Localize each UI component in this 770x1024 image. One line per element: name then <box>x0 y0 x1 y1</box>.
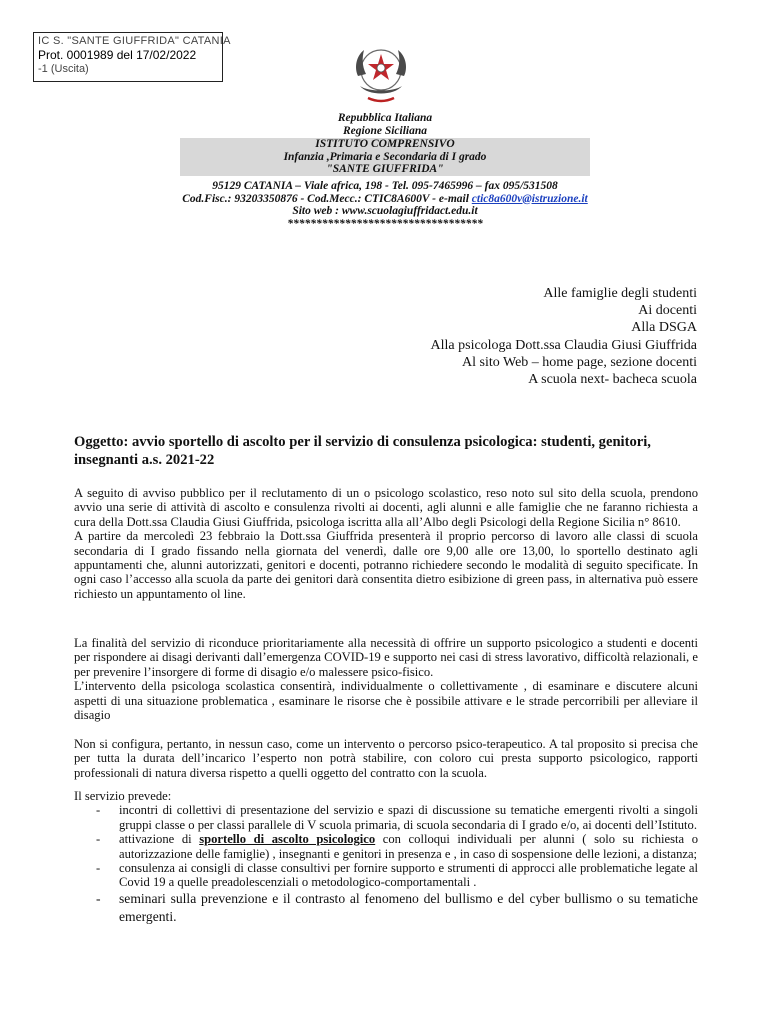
services-intro: Il servizio prevede: <box>74 789 172 803</box>
school-levels: Infanzia ,Primaria e Secondaria di I grado <box>283 150 487 163</box>
list-item <box>74 890 698 926</box>
list-dash: - <box>96 861 101 876</box>
school-codes <box>0 193 770 206</box>
stamp-direction: -1 (Uscita) <box>38 63 89 75</box>
stamp-protocol: Prot. 0001989 del 17/02/2022 <box>38 48 197 62</box>
service-highlight: sportello di ascolto psicologico <box>199 832 376 847</box>
recipient-line: A scuola next- bacheca scuola <box>528 372 697 388</box>
list-item <box>74 832 698 861</box>
service-text: incontri di collettivi di presentazione del servizio e spazi di discussione su tematiche emergenti rivolti a singoli gruppi classe o per classi parallele di V scuola primaria, di scuola secondaria di I grado e/o, ai docenti dell’Istituto. <box>119 803 698 832</box>
recipient-line: Al sito Web – home page, sezione docenti <box>462 354 697 370</box>
region-line: Regione Siciliana <box>342 124 428 137</box>
recipients-block <box>431 285 697 388</box>
letterhead-separator: ********************************** <box>287 217 483 230</box>
recipient-line: Alle famiglie degli studenti <box>543 286 697 301</box>
paragraph: La finalità del servizio di riconduce prioritariamente alla necessità di offrire un supporto psicologico a studenti e docenti per rispondere ai disagi derivanti dall’emergenza COVID-19 e supporto nei casi di stress lavorativo, difficoltà relazionali, e per prevenire l’insorgere di forme di disagio e/o malessere psico-fisico. <box>74 636 698 679</box>
republic-line: Repubblica Italiana <box>337 112 433 124</box>
letterhead-contacts <box>0 180 770 230</box>
protocol-stamp <box>33 32 231 82</box>
disclaimer-section <box>74 737 698 780</box>
paragraph: A seguito di avviso pubblico per il reclutamento di un o psicologo scolastico, reso noto sul sito della scuola, prendono avvio una serie di attività di ascolto e consulenza rivolti ai docenti, agli alunni e alle famiglie che ne faranno richiesta a cura della Dott.ssa Claudia Giusi Giuffrida, psicologa iscritta alla all’Albo degli Psicologi della Regione Sicilia n° 8610. <box>74 486 698 529</box>
school-address: 95129 CATANIA – Viale africa, 198 - Tel. 095-7465996 – fax 095/531508 <box>212 180 558 192</box>
list-dash: - <box>96 890 101 906</box>
paragraph: A partire da mercoledì 23 febbraio la Dott.ssa Giuffrida presenterà il proprio percorso di lavoro alle classi di scuola secondaria di I grado fissando nella giornata del venerdì, dalle ore 9,00 alle ore 13,00, lo sportello destinato agli appuntamenti che, alunni autorizzati, genitori e docenti, potranno richiedere secondo le modalità di seguito specificate. In ogni caso l’accesso alla scuola da parte dei genitori darà consentita dietro esibizione di green pass, in alternativa può essere richiesto un appuntamento ol line. <box>74 529 698 601</box>
purpose-section <box>74 636 698 722</box>
recipient-line: Alla psicologa Dott.ssa Claudia Giusi Giuffrida <box>430 337 697 353</box>
list-dash: - <box>96 803 101 818</box>
paragraph: Non si configura, pertanto, in nessun caso, come un intervento o percorso psico-terapeutico. A tal proposito si precisa che per tutta la durata dell’incarico l’esperto non potrà stabilire, con coloro cui presta supporto psicologico, rapporti professionali di natura diversa rispetto a quelli oggetto del contratto con la scuola. <box>74 737 698 780</box>
school-email-link[interactable]: ctic8a600v@istruzione.it <box>471 192 588 205</box>
paragraph: L’intervento della psicologa scolastica consentirà, individualmente o collettivamente , di esaminare e discutere alcuni aspetti di una situazione problematica , esaminare le risorse che è possibile attivare e le strade percorribili per alleviare il disagio <box>74 679 698 723</box>
codes-text: Cod.Fisc.: 93203350876 - Cod.Mecc.: CTIC8A600V - e-mail <box>182 192 472 205</box>
letterhead-top <box>0 112 770 137</box>
service-text: con colloqui individuali per alunni ( solo su richiesta o autorizzazione delle famiglie) , insegnanti e genitori in presenza e , in caso di sospensione delle lezioni, a distanza; <box>119 832 698 861</box>
services-section <box>74 789 698 926</box>
institute-type: ISTITUTO COMPRENSIVO <box>315 138 455 150</box>
service-text: seminari sulla prevenzione e il contrasto al fenomeno del bullismo e del cyber bullismo o su tematiche emergenti. <box>119 890 698 924</box>
list-item <box>74 803 698 832</box>
school-website: Sito web : www.scuolagiuffridact.edu.it <box>292 205 478 218</box>
services-list <box>74 803 698 925</box>
subject-heading: Oggetto: avvio sportello di ascolto per il servizio di consulenza psicologica: studenti, genitori, insegnanti a.s. 2021-22 <box>74 434 651 468</box>
recipient-line: Alla DSGA <box>631 320 697 336</box>
service-text: consulenza ai consigli di classe consultivi per fornire supporto e strumenti di approcci alle problematiche legate al Covid 19 a quelle preadolescenziali o metodologico-comportamentali . <box>119 861 698 890</box>
intro-section <box>74 486 698 601</box>
school-name-band <box>180 138 590 176</box>
italian-republic-emblem-icon <box>350 40 412 108</box>
list-item <box>74 861 698 890</box>
stamp-school: IC S. "SANTE GIUFFRIDA" CATANIA <box>38 35 231 47</box>
school-name: "SANTE GIUFFRIDA" <box>326 163 444 176</box>
service-text: attivazione di <box>119 832 200 847</box>
recipient-line: Ai docenti <box>638 303 697 319</box>
list-dash: - <box>96 832 101 847</box>
